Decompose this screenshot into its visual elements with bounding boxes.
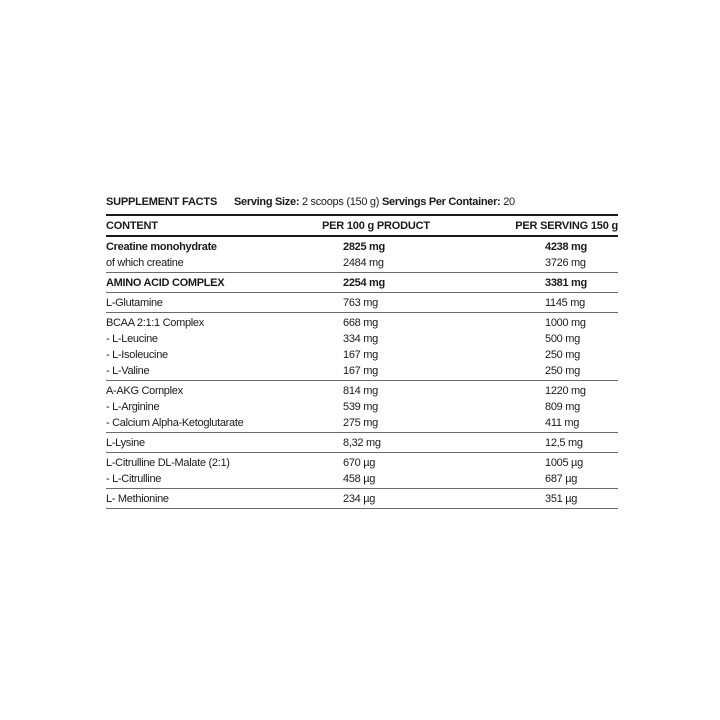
value-per-serving: 12,5 mg [545,437,583,449]
table-row [106,491,618,507]
facts-header [106,196,618,213]
value-per-serving: 1000 mg [545,317,586,329]
value-per-100g: 234 µg [343,493,376,505]
serving-size-label: Serving Size: [234,196,300,208]
table-row [106,347,618,363]
value-per-100g: 763 mg [343,297,378,309]
table-row [106,435,618,451]
nutrient-group [106,381,618,432]
nutrient-name: - L-Arginine [106,401,160,413]
nutrient-name: - L-Isoleucine [106,349,168,361]
value-per-100g: 334 mg [343,333,378,345]
value-per-serving: 1005 µg [545,457,583,469]
table-row [106,363,618,379]
value-per-100g: 167 mg [343,349,378,361]
table-row [106,455,618,471]
nutrient-group [106,489,618,508]
table-row [106,415,618,431]
value-per-serving: 250 mg [545,349,580,361]
value-per-100g: 275 mg [343,417,378,429]
value-per-serving: 4238 mg [545,241,587,253]
value-per-100g: 458 µg [343,473,376,485]
value-per-serving: 3726 mg [545,257,586,269]
nutrient-name: L-Citrulline DL-Malate (2:1) [106,457,230,469]
value-per-serving: 687 µg [545,473,578,485]
servings-per-container-value: 20 [503,196,515,208]
nutrient-group [106,273,618,292]
nutrient-name: Creatine monohydrate [106,241,217,253]
table-row [106,315,618,331]
table-row [106,331,618,347]
table-row [106,295,618,311]
value-per-100g: 670 µg [343,457,376,469]
column-header-content: CONTENT [106,219,158,232]
value-per-serving: 1145 mg [545,297,585,309]
value-per-serving: 500 mg [545,333,580,345]
facts-title: SUPPLEMENT FACTS [106,196,218,208]
table-row [106,239,618,255]
nutrient-group [106,313,618,380]
servings-per-container [382,196,515,208]
serving-size-value: 2 scoops (150 g) [301,196,380,208]
serving-size [234,196,382,208]
nutrient-name: - Calcium Alpha-Ketoglutarate [106,417,244,429]
row-divider [106,508,618,509]
nutrient-name: - L-Valine [106,365,150,377]
value-per-100g: 2254 mg [343,277,385,289]
nutrient-name: A-AKG Complex [106,385,183,397]
value-per-serving: 809 mg [545,401,580,413]
nutrient-name: L-Glutamine [106,297,163,309]
nutrient-groups [106,237,618,509]
table-row [106,275,618,291]
value-per-serving: 1220 mg [545,385,586,397]
nutrient-name: - L-Citrulline [106,473,162,485]
value-per-100g: 167 mg [343,365,378,377]
nutrient-name: AMINO ACID COMPLEX [106,277,225,289]
value-per-100g: 539 mg [343,401,378,413]
nutrient-group [106,293,618,312]
value-per-serving: 250 mg [545,365,580,377]
servings-per-container-label: Servings Per Container: [382,196,501,208]
nutrient-name: L- Methionine [106,493,169,505]
value-per-100g: 8,32 mg [343,437,381,449]
value-per-serving: 411 mg [545,417,580,429]
column-headers [106,216,618,235]
nutrient-name: - L-Leucine [106,333,158,345]
value-per-100g: 2484 mg [343,257,384,269]
value-per-100g: 2825 mg [343,241,385,253]
nutrient-name: of which creatine [106,257,184,269]
nutrient-name: BCAA 2:1:1 Complex [106,317,204,329]
table-row [106,399,618,415]
value-per-100g: 668 mg [343,317,378,329]
column-header-per-100g: PER 100 g PRODUCT [322,219,430,232]
nutrient-name: L-Lysine [106,437,145,449]
table-row [106,471,618,487]
value-per-100g: 814 mg [343,385,378,397]
table-row [106,255,618,271]
nutrient-group [106,433,618,452]
nutrient-group [106,453,618,488]
value-per-serving: 351 µg [545,493,578,505]
nutrient-group [106,237,618,272]
value-per-serving: 3381 mg [545,277,587,289]
table-row [106,383,618,399]
supplement-facts-table [106,196,618,509]
column-header-per-serving: PER SERVING 150 g [515,219,618,232]
